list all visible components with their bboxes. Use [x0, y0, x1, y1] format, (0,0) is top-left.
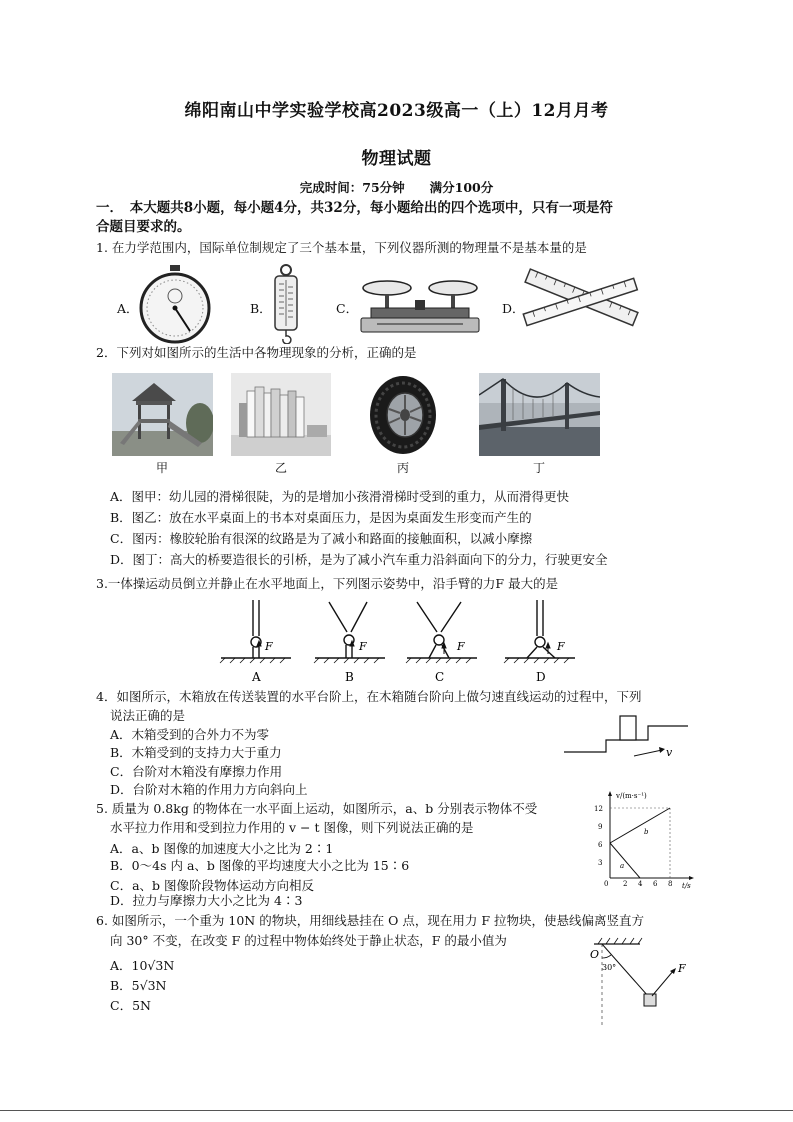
time-info: 完成时间：75分钟 满分100分 — [299, 180, 494, 195]
vt-ytick-6: 6 — [598, 841, 603, 849]
vt-graph — [588, 786, 700, 890]
q5-option-d: D．拉力与摩擦力大小之比为 4∶3 — [110, 893, 303, 908]
q4-option-a: A．木箱受到的合外力不为零 — [110, 727, 270, 742]
vt-ytick-9: 9 — [598, 823, 603, 831]
q1-label-d: D． — [502, 301, 525, 316]
q3-label-b: B — [345, 670, 354, 684]
q4-stem-line2: 说法正确的是 — [110, 708, 186, 723]
bridge-image — [479, 373, 600, 456]
q3-force-b: F — [359, 640, 367, 653]
q6-force-label: F — [678, 962, 686, 975]
q4-option-b: B．木箱受到的支持力大于重力 — [110, 745, 282, 760]
q2-option-d: D．图丁：高大的桥要造很长的引桥，是为了减小汽车重力沿斜面向下的分力，行驶更安全 — [110, 552, 608, 567]
q1-stem: 1. 在力学范围内，国际单位制规定了三个基本量，下列仪器所测的物理量不是基本量的是 — [96, 240, 587, 255]
q6-option-a: A．10√3N — [110, 958, 175, 973]
vt-xtick-8: 8 — [668, 880, 673, 888]
vt-xtick-6: 6 — [653, 880, 658, 888]
exam-subtitle: 物理试题 — [361, 149, 432, 169]
q5-stem-line1: 5. 质量为 0.8kg 的物体在一水平面上运动，如图所示，a、b 分别表示物体不受 — [96, 801, 538, 816]
q4-velocity-label: v — [666, 746, 673, 759]
tire-image — [366, 373, 440, 456]
playground-slide-image — [112, 373, 213, 456]
q3-label-c: C — [435, 670, 445, 684]
q6-stem-line2: 向 30° 不变，在改变 F 的过程中物体始终处于静止状态，F 的最小值为 — [110, 933, 507, 948]
vt-xtick-2: 2 — [623, 880, 628, 888]
q3-stem: 3.一体操运动员倒立并静止在水平地面上，下列图示姿势中，沿手臂的力F 最大的是 — [96, 576, 559, 591]
q1-label-c: C． — [336, 301, 359, 316]
q6-option-b: B．5√3N — [110, 978, 167, 993]
q3-force-a: F — [265, 640, 273, 653]
gymnast-postures-diagram — [215, 594, 595, 686]
q1-label-a: A． — [117, 301, 139, 316]
caption-ding: 丁 — [532, 461, 545, 475]
q4-option-d: D．台阶对木箱的作用力方向斜向上 — [110, 782, 308, 797]
q2-option-a: A．图甲：幼儿园的滑梯很陡，为的是增加小孩滑滑梯时受到的重力，从而滑得更快 — [110, 489, 570, 504]
caption-bing: 丙 — [396, 461, 409, 475]
q6-stem-line1: 6. 如图所示，一个重为 10N 的物块，用细线悬挂在 O 点，现在用力 F 拉物块，使悬线偏离竖直方 — [96, 913, 645, 928]
section1-line2: 合题目要求的。 — [96, 219, 191, 235]
conveyor-steps-diagram — [562, 712, 692, 762]
q1-label-b: B． — [250, 301, 272, 316]
q3-label-a: A — [252, 670, 261, 684]
q5-option-a: A．a、b 图像的加速度大小之比为 2∶1 — [110, 841, 334, 856]
q3-force-d: F — [557, 640, 565, 653]
hanging-block-diagram — [588, 936, 698, 1028]
vt-line-b-label: b — [644, 828, 649, 836]
books-on-table-image — [231, 373, 331, 456]
q5-option-b: B．0～4s 内 a、b 图像的平均速度大小之比为 15∶6 — [110, 858, 410, 873]
q6-option-c: C．5N — [110, 998, 151, 1013]
q2-option-c: C．图丙：橡胶轮胎有很深的纹路是为了减小和路面的接触面积，以减小摩擦 — [110, 531, 533, 546]
vt-line-a-label: a — [620, 862, 625, 870]
vt-xtick-4: 4 — [638, 880, 643, 888]
caption-yi: 乙 — [274, 461, 287, 475]
section1-line1: 一． 本大题共8小题，每小题4分，共32分，每小题给出的四个选项中，只有一项是符 — [96, 200, 613, 216]
vt-xlabel: t/s — [682, 882, 691, 890]
vt-ylabel: v/(m·s⁻¹) — [616, 792, 647, 800]
q5-stem-line2: 水平拉力作用和受到拉力作用的 v − t 图像，则下列说法正确的是 — [110, 820, 474, 835]
q4-option-c: C．台阶对木箱没有摩擦力作用 — [110, 764, 283, 779]
vt-ytick-12: 12 — [594, 805, 603, 813]
q3-label-d: D — [536, 670, 546, 684]
spring-scale-icon — [268, 264, 304, 344]
q6-point-o: O — [590, 948, 600, 961]
q2-stem: 2．下列对如图所示的生活中各物理现象的分析，正确的是 — [96, 345, 417, 360]
q3-force-c: F — [457, 640, 465, 653]
q6-angle-label: 30° — [602, 963, 617, 972]
q5-option-c: C．a、b 图像阶段物体运动方向相反 — [110, 878, 314, 893]
vt-xtick-0: 0 — [604, 880, 609, 888]
q4-stem-line1: 4．如图所示，木箱放在传送装置的水平台阶上，在木箱随台阶向上做匀速直线运动的过程中，下列 — [96, 689, 642, 704]
stopwatch-icon — [135, 263, 215, 345]
q2-option-b: B．图乙：放在水平桌面上的书本对桌面压力，是因为桌面发生形变而产生的 — [110, 510, 532, 525]
balance-icon — [357, 272, 485, 340]
ruler-icon — [520, 266, 640, 336]
caption-jia: 甲 — [155, 461, 168, 475]
vt-ytick-3: 3 — [598, 859, 603, 867]
exam-title: 绵阳南山中学实验学校高2023级高一（上）12月月考 — [184, 101, 609, 121]
page-bottom-rule — [0, 1110, 793, 1111]
